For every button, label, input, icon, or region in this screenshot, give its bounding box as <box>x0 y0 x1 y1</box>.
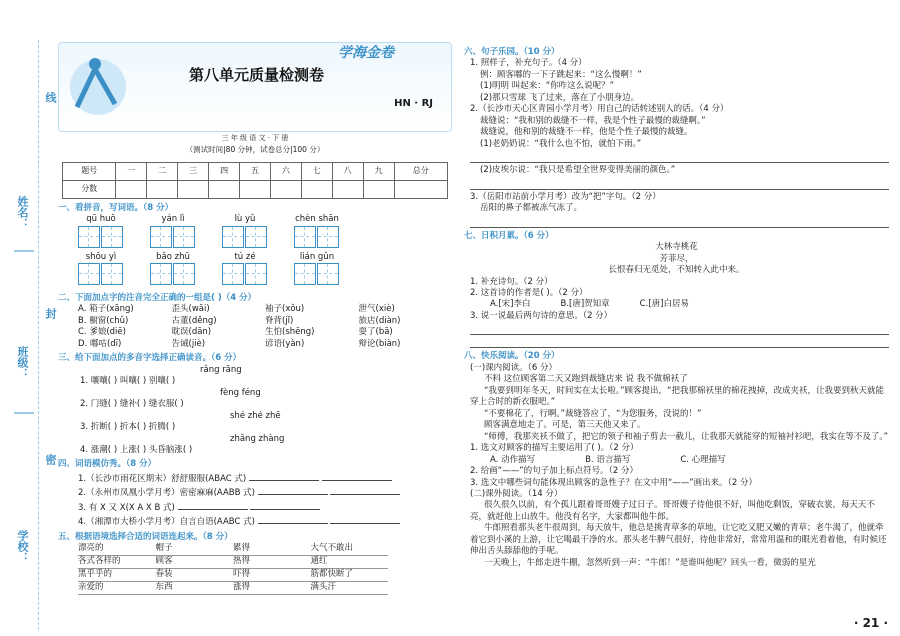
match-word[interactable]: 东西 <box>156 582 234 595</box>
answer-blank[interactable] <box>258 514 328 524</box>
writing-box[interactable] <box>173 226 195 248</box>
score-header: 六 <box>270 162 301 180</box>
question-line <box>78 500 452 514</box>
question-line: 3. 折断( ) 折本( ) 折腾( ) <box>80 422 176 433</box>
match-word[interactable]: 各式各样的 <box>78 556 156 569</box>
option-row[interactable] <box>58 304 452 315</box>
writing-box[interactable] <box>294 263 316 285</box>
section-5-title: 五、根据语境选择合适的词语连起来。（8 分） <box>58 531 233 542</box>
score-header: 三 <box>178 162 209 180</box>
answer-blank[interactable] <box>330 514 400 524</box>
logo-icon <box>65 49 131 119</box>
score-header: 九 <box>363 162 394 180</box>
option-word: 旅店(diàn) <box>358 315 401 326</box>
passage-line: 牛郎照看那头老牛很周到，每天放牛，他总是挑青草多的草地，让它吃又肥又嫩的青草；老牛渴了，他就牵着它到小溪的上游，让它喝最干净的水。那头老牛脾气很好，待他非常好，常常用温和的眼光看着他，有时候还伸出舌头舔舔他的手呢。 <box>470 523 887 557</box>
passage-line: 一天晚上，牛郎走进牛棚，忽然听到一声：“牛郎！”是谁叫他呢？回头一看，微弱的星光 <box>484 557 816 568</box>
page-number: · 21 · <box>853 616 888 630</box>
pinyin-item <box>78 252 124 285</box>
question-line: 1. 选文对顾客的描写主要运用了( )。（2 分） <box>470 443 639 454</box>
option-word: A. 箱子(xāng) <box>78 304 134 315</box>
choice-a[interactable]: A.[宋]李白 <box>490 299 531 310</box>
section-7-body <box>464 277 889 349</box>
score-cell[interactable] <box>394 180 447 198</box>
tianzige-boxes <box>150 226 196 248</box>
choice-c[interactable]: C. 心理描写 <box>680 454 726 465</box>
pinyin-hint: shé zhé zhē <box>230 410 281 421</box>
pinyin-item <box>150 252 196 285</box>
writing-box[interactable] <box>245 263 267 285</box>
question-line <box>78 485 452 499</box>
option-word: D. 嘟咕(dī) <box>78 338 122 349</box>
section-6-body <box>464 58 889 227</box>
writing-box[interactable] <box>173 263 195 285</box>
right-column <box>464 44 889 634</box>
pinyin-text: chèn shān <box>295 214 339 225</box>
score-header: 四 <box>209 162 240 180</box>
question-text: 3. 有 X 又 X(X A X B 式) <box>78 502 175 513</box>
poem-line: 芳菲尽， <box>659 253 694 264</box>
decoration <box>14 396 34 414</box>
passage-line: “我要到明年冬天，时间实在太长啦。”顾客提出，“把我那棉袄里的棉花拽掉，改成夹袄，让我要到秋天就能穿上合时的新衣服吧。” <box>470 385 884 408</box>
score-cell[interactable] <box>147 180 178 198</box>
pinyin-item <box>222 252 268 285</box>
option-word: B. 橱窗(chǔ) <box>78 315 129 326</box>
writing-box[interactable] <box>150 263 172 285</box>
match-word[interactable]: 亲爱的 <box>78 582 156 595</box>
match-word[interactable]: 帽子 <box>156 543 234 556</box>
exam-info: （测试时间|80 分钟，试卷总分|100 分） <box>185 145 325 155</box>
question-text: 4.（湘潭市大桥小学月考）自言自语(AABC 式) <box>78 517 255 528</box>
class-label: 班级： <box>16 346 29 379</box>
score-cell[interactable] <box>116 180 147 198</box>
pinyin-grid <box>58 214 452 290</box>
pinyin-item <box>294 214 340 247</box>
tianzige-boxes <box>294 263 340 285</box>
score-cell[interactable] <box>240 180 271 198</box>
score-cell[interactable] <box>301 180 332 198</box>
decoration <box>14 234 34 252</box>
example-line: 例：顾客嘟的一下子跳起来：“这么慢啊！” <box>480 69 642 80</box>
pinyin-text: shǒu yì <box>85 251 117 262</box>
option-word: C. 爹娘(diē) <box>78 327 126 338</box>
writing-box[interactable] <box>101 263 123 285</box>
pinyin-hint: rǎng rāng <box>200 364 242 375</box>
subsection-title: (二)课外阅读。（14 分） <box>470 489 563 499</box>
score-header: 题号 <box>63 162 116 180</box>
matching-table <box>58 543 388 595</box>
section-4-body <box>58 471 452 529</box>
poem-title: 大林寺桃花 <box>655 242 698 253</box>
option-word: 歪头(wāi) <box>171 304 210 315</box>
pinyin-item <box>150 214 196 247</box>
answer-blank[interactable] <box>250 500 320 510</box>
answer-line[interactable] <box>470 179 889 190</box>
binding-label-feng: 封 <box>44 308 57 319</box>
score-cell[interactable] <box>209 180 240 198</box>
writing-box[interactable] <box>222 226 244 248</box>
question-line: (1)老奶奶说：“我什么也不怕，就怕下雨。” <box>480 138 642 149</box>
binding-label-xian: 线 <box>44 92 57 103</box>
answer-line[interactable] <box>470 217 889 228</box>
section-2-title: 二、下面加点字的注音完全正确的一组是( )（4 分） <box>58 292 257 303</box>
section-2-options <box>58 304 452 350</box>
example-line: 裁缝说：“我和别的裁缝不一样，我是个性子最慢的裁缝啊。” <box>480 115 706 126</box>
option-word: 古董(děng) <box>171 315 217 326</box>
question-text: 2.（永州市凤凰小学月考）密密麻麻(AABB 式) <box>78 488 255 499</box>
pinyin-item <box>294 252 340 285</box>
binding-line <box>38 40 39 630</box>
passage-line: “师傅，我那夹袄不做了，把它的领子和袖子剪去一截儿，让我那天就能穿的短袖衬衫吧，我实在等不及了。” <box>484 431 889 442</box>
option-word: 耍了(bā) <box>358 327 393 338</box>
example-line: 裁缝说，他和别的裁缝不一样，他是个性子最慢的裁缝。 <box>480 127 693 138</box>
page-title: 第八单元质量检测卷 <box>189 66 325 84</box>
edition-label: HN · RJ <box>394 98 433 109</box>
choice-c[interactable]: C.[唐]白居易 <box>639 299 689 310</box>
match-word[interactable]: 大气不敢出 <box>311 543 389 556</box>
writing-box[interactable] <box>78 263 100 285</box>
match-word[interactable]: 吓得 <box>233 569 311 582</box>
section-3-body <box>58 365 452 457</box>
pinyin-text: lù yǔ <box>234 214 256 225</box>
section-8-body <box>464 363 889 569</box>
question-line: 2. 这首诗的作者是( )。（2 分） <box>470 287 588 298</box>
answer-blank[interactable] <box>322 471 392 481</box>
question-line: 2. 门缝( ) 缝补( ) 缝衣服( ) <box>80 399 184 410</box>
match-word[interactable]: 涨得 <box>233 582 311 595</box>
writing-box[interactable] <box>317 263 339 285</box>
question-line: 2. 给画“——”的句子加上标点符号。（2 分） <box>470 466 638 477</box>
score-header-row <box>63 162 448 180</box>
option-word: 生怕(shēng) <box>265 327 315 338</box>
name-label: 姓名： <box>16 196 29 229</box>
score-header: 七 <box>301 162 332 180</box>
writing-box[interactable] <box>294 226 316 248</box>
writing-box[interactable] <box>317 226 339 248</box>
score-header: 一 <box>116 162 147 180</box>
score-header: 五 <box>240 162 271 180</box>
tianzige-boxes <box>222 226 268 248</box>
pinyin-hint: zhǎng zhàng <box>230 433 285 444</box>
pinyin-text: bǎo zhū <box>156 251 190 262</box>
option-word: 脊背(jǐ) <box>265 315 294 326</box>
score-header: 总分 <box>394 162 447 180</box>
section-4-title: 四、词语模仿秀。（8 分） <box>58 459 157 470</box>
answer-line[interactable] <box>470 337 889 348</box>
tianzige-boxes <box>78 226 124 248</box>
option-row[interactable] <box>58 327 452 338</box>
score-cell[interactable] <box>332 180 363 198</box>
pinyin-item <box>78 214 124 247</box>
subsection-title: (一)课内阅读。（6 分） <box>470 362 557 373</box>
match-word[interactable]: 黑乎乎的 <box>78 569 156 582</box>
tianzige-boxes <box>78 263 124 285</box>
option-word: 谚语(yàn) <box>265 338 305 349</box>
pinyin-text: tú zé <box>234 251 256 262</box>
match-word[interactable]: 满头汗 <box>311 582 389 595</box>
binding-sidebar <box>0 0 56 636</box>
passage-line: 很久很久以前，有个孤儿跟着哥哥嫂子过日子。哥哥嫂子待他很不好，叫他吃剩饭，穿破衣裳，每天天不亮，就赶他上山放牛。他没有名字，大家都叫他牛郎。 <box>470 500 876 522</box>
option-word: 告诫(jiè) <box>171 338 206 349</box>
question-line: 4. 涨潮( ) 上涨( ) 头昏脑涨( ) <box>80 445 193 455</box>
question-line: (1)明明 叫起来：“你咋这么说呢？” <box>480 81 615 92</box>
poem <box>464 242 889 276</box>
choice-b[interactable]: B.[唐]贺知章 <box>560 299 610 310</box>
tianzige-boxes <box>294 226 340 248</box>
passage-line: 不料 这位顾客第二天又跑到裁缝店来 说 我不做棉袄了 <box>484 374 688 385</box>
pinyin-text: qū huǒ <box>86 214 116 225</box>
answer-line[interactable] <box>470 152 889 163</box>
question-line: 岳阳的鼻子都被冻气冻了。 <box>480 203 583 214</box>
writing-box[interactable] <box>150 226 172 248</box>
answer-blank[interactable] <box>330 485 400 495</box>
section-7-title: 七、日积月累。（6 分） <box>464 230 554 241</box>
match-word[interactable]: 筋都快断了 <box>311 569 389 582</box>
writing-box[interactable] <box>245 226 267 248</box>
match-word[interactable]: 漂亮的 <box>78 543 156 556</box>
answer-blank[interactable] <box>249 471 319 481</box>
score-cell[interactable] <box>270 180 301 198</box>
section-3-title: 三、给下面加点的多音字选择正确读音。（6 分） <box>58 353 242 364</box>
option-word: 辩论(biàn) <box>358 338 401 349</box>
tianzige-boxes <box>222 263 268 285</box>
writing-box[interactable] <box>78 226 100 248</box>
question-line <box>78 471 452 485</box>
score-row <box>63 180 448 198</box>
option-word: 泄气(xiè) <box>358 304 395 315</box>
pinyin-hint: fèng féng <box>220 387 261 398</box>
tianzige-boxes <box>150 263 196 285</box>
section-6-title: 六、句子乐园。（10 分） <box>464 47 560 57</box>
question-line: 3. 说一说最后两句诗的意思。（2 分） <box>470 310 613 321</box>
score-row-label: 分数 <box>63 180 116 198</box>
choice-b[interactable]: B. 语言描写 <box>585 454 631 465</box>
score-header: 八 <box>332 162 363 180</box>
passage-line: “不要棉花了，行啊。”裁缝答应了，“为您服务，没说的！” <box>484 408 702 419</box>
answer-blank[interactable] <box>178 500 248 510</box>
question-line: (2)皮埃尔说：“我只是希望全世界变得美丽的颜色。” <box>480 165 676 176</box>
writing-box[interactable] <box>101 226 123 248</box>
match-word[interactable]: 热得 <box>233 556 311 569</box>
writing-box[interactable] <box>222 263 244 285</box>
score-table <box>62 162 448 199</box>
question-line: 1. 照样子，补充句子。（4 分） <box>470 58 587 69</box>
pinyin-item <box>222 214 268 247</box>
binding-label-mi: 密 <box>44 454 57 465</box>
question-line <box>78 514 452 528</box>
question-line: 1. 嚷嚷( ) 叫嚷( ) 别嚷( ) <box>80 376 176 387</box>
question-line: 3. 选文中哪些词句能体现出顾客的急性子？在文中用“——”画出来。（2 分） <box>470 477 757 488</box>
brand-logo: 学海金卷 <box>338 45 394 61</box>
option-word: 袖子(xǒu) <box>265 304 305 315</box>
section-1-title: 一、看拼音，写词语。（8 分） <box>58 202 174 213</box>
section-8-title: 八、快乐阅读。（20 分） <box>464 351 560 362</box>
choice-a[interactable]: A. 动作描写 <box>490 454 536 465</box>
answer-line[interactable] <box>470 324 889 335</box>
choice-row <box>470 299 889 310</box>
question-line: 3.（岳阳市站前小学月考）改为“把”字句。（2 分） <box>470 191 661 202</box>
option-row[interactable] <box>58 316 452 327</box>
poem-line: 长恨春归无觅处，不知转入此中来。 <box>608 265 745 276</box>
option-word: 耽误(dān) <box>171 327 212 338</box>
choice-row <box>470 455 889 466</box>
question-line: (2)那只雪球 飞了过来，落在了小朋身边。 <box>480 92 640 103</box>
pinyin-text: lián gǔn <box>299 251 335 262</box>
match-word[interactable]: 春装 <box>156 569 234 582</box>
question-text: 1.（长沙市雨花区期末）舒舒服服(ABAC 式) <box>78 473 247 484</box>
score-header: 二 <box>147 162 178 180</box>
match-word[interactable]: 顾客 <box>156 556 234 569</box>
score-cell[interactable] <box>178 180 209 198</box>
match-word[interactable]: 通红 <box>311 556 389 569</box>
answer-blank[interactable] <box>258 485 328 495</box>
option-row[interactable] <box>58 339 452 350</box>
left-column <box>58 42 452 632</box>
passage-line: 顾客满意地走了。可是，第三天他又来了。 <box>484 420 646 431</box>
pinyin-text: yán lì <box>161 214 185 225</box>
question-line: 1. 补充诗句。（2 分） <box>470 276 553 287</box>
score-cell[interactable] <box>363 180 394 198</box>
question-line: 2.（长沙市天心区青园小学月考）用自己的话转述别人的话。（4 分） <box>470 104 729 115</box>
match-word[interactable]: 累得 <box>233 543 311 556</box>
school-label: 学校： <box>16 530 29 563</box>
grade-subtitle: 三 年 级 语 文 · 下 册 <box>221 134 289 142</box>
